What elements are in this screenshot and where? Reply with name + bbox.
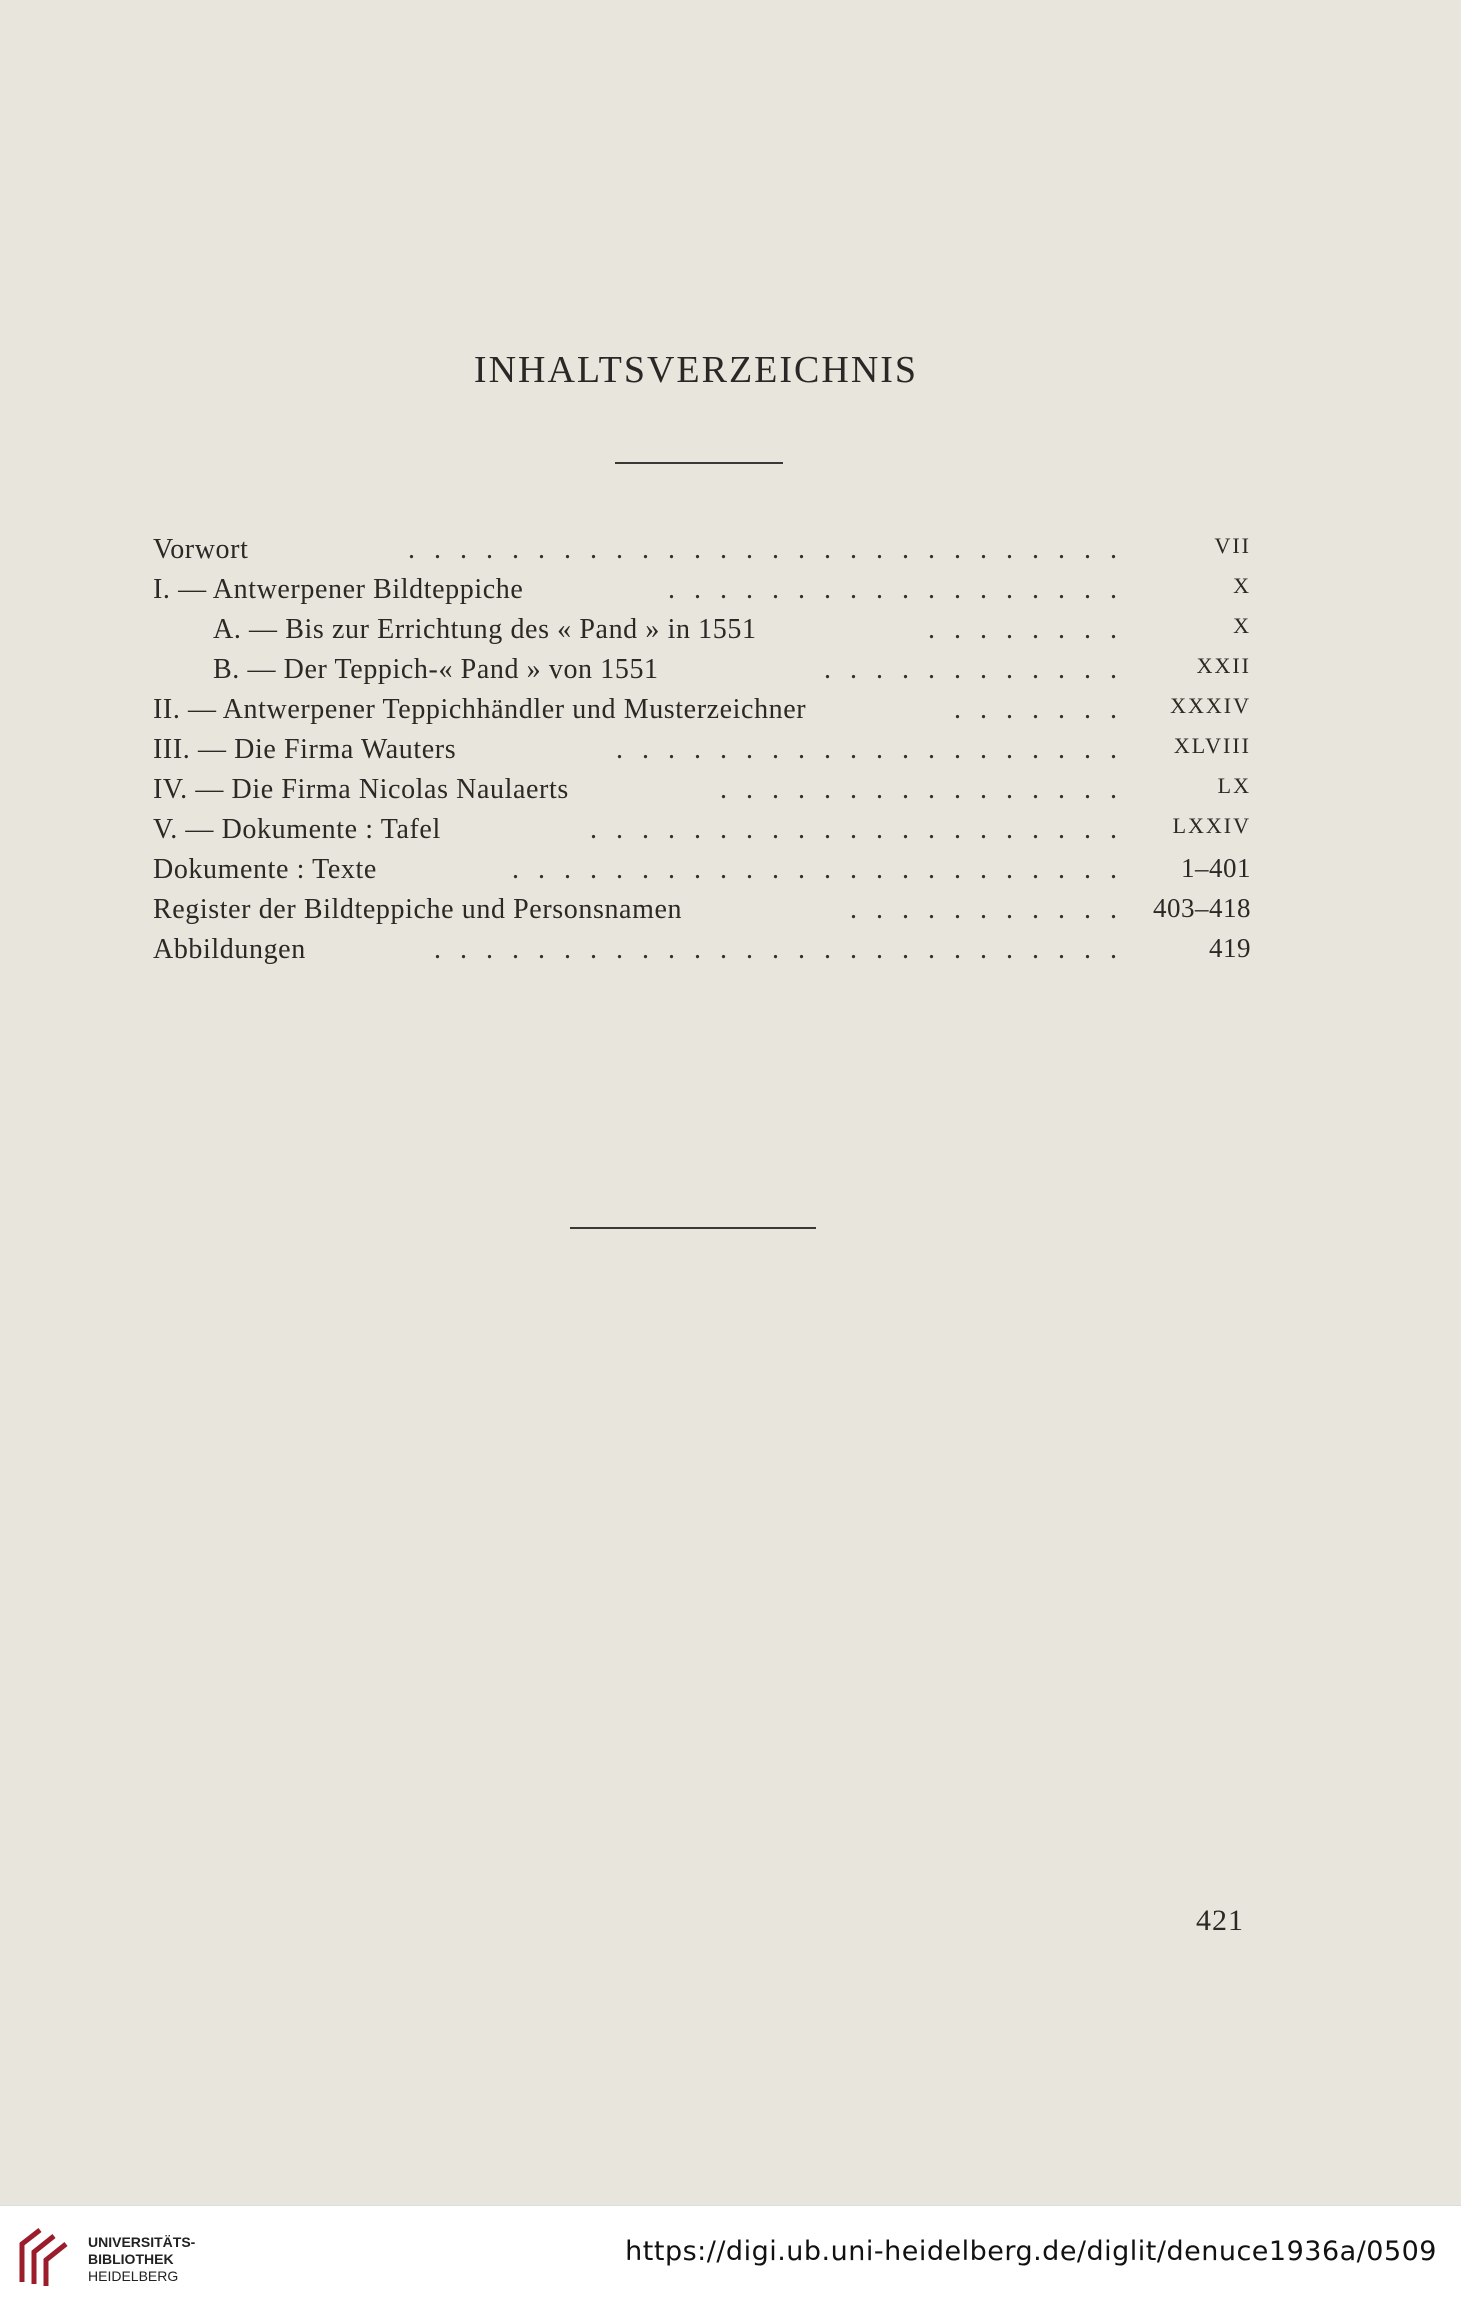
toc-entry-label: III. — Die Firma Wauters [153,734,457,765]
toc-leader-dots: . . . . . . . . . . . . . . . . . . . . . . . . . . . [434,934,1123,965]
toc-entry-label: Vorwort [153,534,249,565]
toc-page-number: LXXIV [1172,813,1251,838]
toc-entry-label: Abbildungen [153,934,306,965]
toc-row [153,770,1251,810]
toc-row [153,650,1251,690]
viewer-footer [0,2205,1461,2311]
toc-page-number: X [1233,573,1251,598]
folio-page-number: 421 [1196,1904,1244,1937]
toc-page-number: VII [1214,533,1251,558]
toc-page-number: 1–401 [1181,853,1251,883]
page-title: INHALTSVERZEICHNIS [473,349,919,391]
permalink-url[interactable]: https://digi.ub.uni-heidelberg.de/diglit/denuce1936a/0509 [625,2236,1437,2267]
toc-row [153,610,1251,650]
toc-entry-label: A. — Bis zur Errichtung des « Pand » in 1551 [213,614,757,645]
toc-entry-label: V. — Dokumente : Tafel [153,814,441,845]
toc-entry-label: Dokumente : Texte [153,854,377,885]
toc-page-number: LX [1217,773,1251,798]
toc-entry-label: II. — Antwerpener Teppichhändler und Musterzeichner [153,694,807,725]
toc-page-number: 419 [1209,933,1251,963]
toc-entry-label: IV. — Die Firma Nicolas Naulaerts [153,774,569,805]
toc-leader-dots: . . . . . . . . [928,614,1123,645]
library-name-line: HEIDELBERG [88,2268,179,2284]
toc-page-number: XLVIII [1173,733,1251,758]
toc-leader-dots: . . . . . . . . . . . . [824,654,1123,685]
library-name-line: BIBLIOTHEK [88,2251,174,2267]
title-rule [615,462,783,464]
toc-row [153,850,1251,890]
toc-leader-dots: . . . . . . . . . . . . . . . . . . . . . . . . . . . . [408,534,1123,565]
toc-leader-dots: . . . . . . . . . . . . . . . . . . . . . [590,814,1123,845]
toc-page-number: XXXIV [1170,693,1251,718]
library-logo-icon[interactable] [14,2224,72,2290]
library-name[interactable] [88,2234,195,2285]
toc-leader-dots: . . . . . . . . . . . [850,894,1123,925]
toc-row [153,530,1251,570]
toc-entry-label: Register der Bildteppiche und Personsnamen [153,894,683,925]
closing-rule [570,1227,816,1229]
toc-row [153,810,1251,850]
toc-entry-label: B. — Der Teppich-« Pand » von 1551 [213,654,659,685]
toc-row [153,570,1251,610]
toc-row [153,890,1251,930]
toc-row [153,730,1251,770]
toc-leader-dots: . . . . . . . . . . . . . . . . . . . . . . . . [512,854,1123,885]
toc-page-number: 403–418 [1153,893,1251,923]
toc-row [153,690,1251,730]
table-of-contents [153,530,1251,970]
library-name-line: UNIVERSITÄTS- [88,2234,196,2250]
toc-leader-dots: . . . . . . . . . . . . . . . . . . . . [616,734,1123,765]
toc-leader-dots: . . . . . . . . . . . . . . . . [720,774,1123,805]
toc-leader-dots: . . . . . . . [954,694,1123,725]
toc-row [153,930,1251,970]
toc-leader-dots: . . . . . . . . . . . . . . . . . . [668,574,1123,605]
toc-page-number: XXII [1196,653,1251,678]
toc-entry-label: I. — Antwerpener Bildteppiche [153,574,524,605]
toc-page-number: X [1233,613,1251,638]
